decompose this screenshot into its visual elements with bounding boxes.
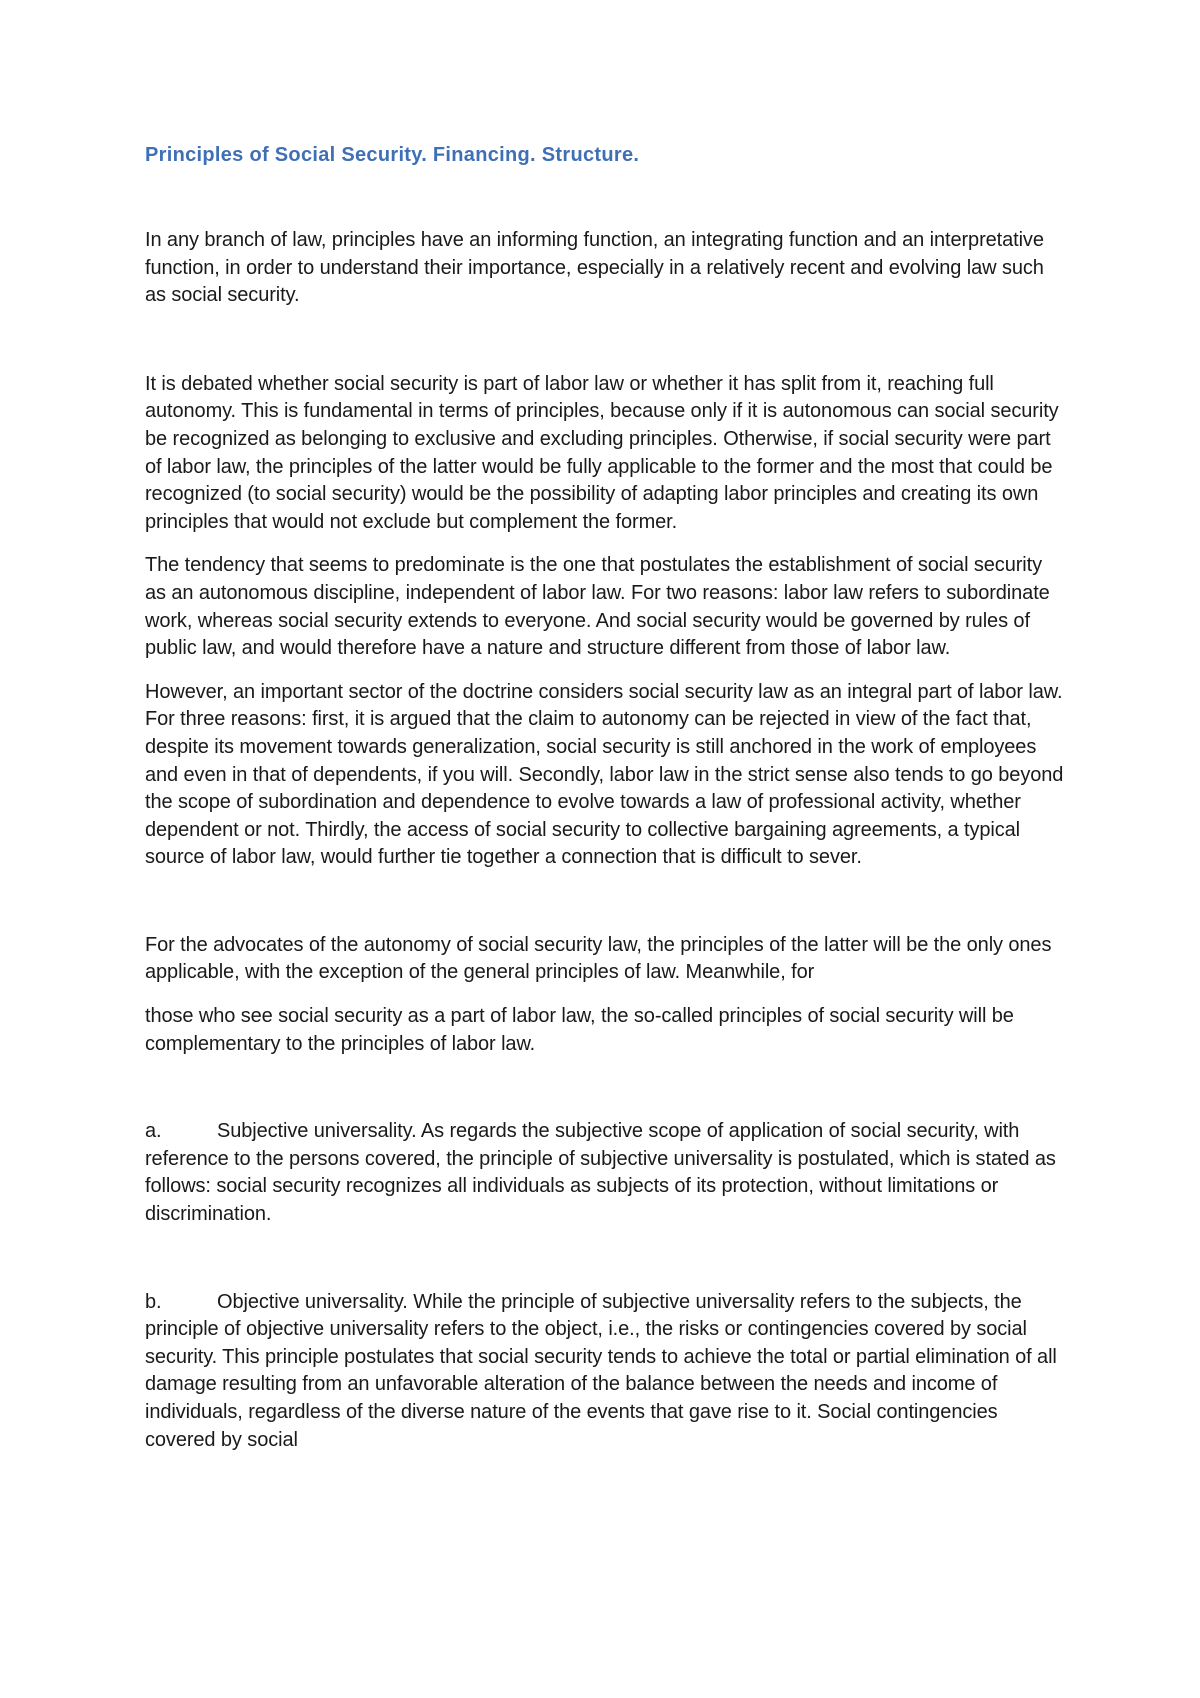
- paragraph-complementary: those who see social security as a part of labor law, the so-called principles of social security will be complementary to the principles of labor law.: [145, 1005, 1014, 1055]
- list-item-objective-universality: [145, 1289, 1065, 1455]
- paragraph-autonomy-debate: It is debated whether social security is part of labor law or whether it has split from it, reaching full autonomy. This is fundamental in terms of principles, because only if it is autonomous can social security be recognized as belonging to exclusive and excluding principles. Otherwise, if social security were part of labor law, the principles of the latter would be fully applicable to the former and the most that could be recognized (to social security) would be the possibility of adapting labor principles and creating its own principles that would not exclude but complement the former.: [145, 372, 1059, 533]
- list-item-text: Objective universality. While the principle of subjective universality refers to the subjects, the principle of objective universality refers to the object, i.e., the risks or contingencies covered by social security. This principle postulates that social security tends to achieve the total or partial elimination of all damage resulting from an unfavorable alteration of the balance between the needs and income of individuals, regardless of the diverse nature of the events that gave rise to it. Social contingencies covered by social: [145, 1290, 1057, 1451]
- document-body: [145, 141, 1065, 1454]
- paragraph-autonomy-tendency: The tendency that seems to predominate is the one that postulates the establishment of social security as an autonomous discipline, independent of labor law. For two reasons: labor law refers to subordinate work, whereas social security extends to everyone. And social security would be governed by rules of public law, and would therefore have a nature and structure different from those of labor law.: [145, 554, 1050, 660]
- document-title: Principles of Social Security. Financing. Structure.: [145, 144, 640, 166]
- paragraph-intro: In any branch of law, principles have an informing function, an integrating function and an interpretative function, in order to understand their importance, especially in a relatively recent and evolving law such as social security.: [145, 229, 1044, 307]
- paragraph-labor-integral: However, an important sector of the doctrine considers social security law as an integral part of labor law. For three reasons: first, it is argued that the claim to autonomy can be rejected in view of the fact that, despite its movement towards generalization, social security is still anchored in the work of employees and even in that of dependents, if you will. Secondly, labor law in the strict sense also tends to go beyond the scope of subordination and dependence to evolve towards a law of professional activity, whether dependent or not. Thirdly, the access of social security to collective bargaining agreements, a typical source of labor law, would further tie together a connection that is difficult to sever.: [145, 680, 1064, 869]
- list-item-letter: b.: [145, 1290, 162, 1313]
- paragraph-advocates: For the advocates of the autonomy of social security law, the principles of the latter will be the only ones applicable, with the exception of the general principles of law. Meanwhile, for: [145, 933, 1052, 984]
- list-item-subjective-universality: [145, 1118, 1065, 1228]
- list-item-letter: a.: [145, 1120, 162, 1143]
- list-item-text: Subjective universality. As regards the subjective scope of application of social security, with reference to the persons covered, the principle of subjective universality is postulated, which is stated as follows: social security recognizes all individuals as subjects of its protection, without limitations or discrimination.: [145, 1120, 1056, 1226]
